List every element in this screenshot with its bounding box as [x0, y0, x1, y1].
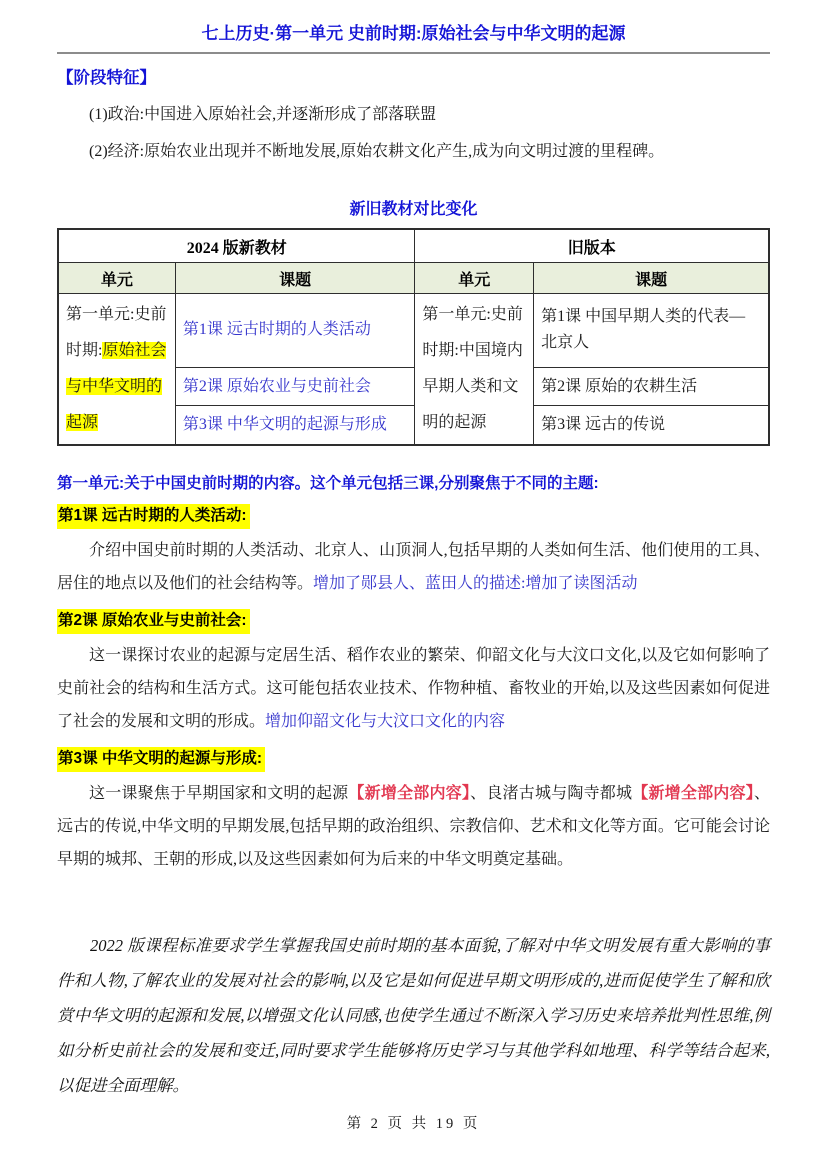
- page-title: 七上历史·第一单元 史前时期:原始社会与中华文明的起源: [201, 24, 626, 43]
- comparison-table-title: 新旧教材对比变化: [349, 201, 478, 218]
- text-run-red: 【新增全部内容】: [632, 785, 754, 802]
- lesson-1-description: [57, 534, 770, 600]
- old-unit-cell: 第一单元:史前时期:中国境内早期人类和文明的起源: [415, 294, 534, 446]
- text-run-red: 【新增全部内容】: [348, 785, 471, 802]
- page-number-footer: 第 2 页 共 19 页: [346, 1116, 481, 1132]
- group-header-old-edition: 旧版本: [415, 229, 769, 263]
- new-lesson-3-cell: 第3课 中华文明的起源与形成: [175, 406, 415, 445]
- table-group-header-row: [58, 229, 769, 263]
- lesson-2-heading-highlight: 第2课 原始农业与史前社会:: [57, 609, 250, 634]
- text-run-normal: 、良渚古城与陶寺都城: [470, 785, 633, 802]
- text-run-normal: 这一课聚焦于早期国家和文明的起源: [89, 785, 349, 802]
- text-run-hl: 原始社会与中华文明的起源: [66, 342, 167, 431]
- text-run-normal: 介绍中国史前时期的人类活动、北京人、山顶洞人,包括早期的人类如何生活、他们使用的工具、居住的地点以及他们的社会结构等。: [57, 542, 770, 592]
- column-header-unit-old: 单元: [415, 263, 534, 294]
- table-row: [58, 294, 769, 368]
- text-run-blue: 增加了郧县人、蓝田人的描述:增加了读图活动: [313, 575, 638, 592]
- column-header-unit-new: 单元: [58, 263, 175, 294]
- stage-features-heading: 【阶段特征】: [57, 69, 156, 87]
- curriculum-standards-paragraph: 2022 版课程标准要求学生掌握我国史前时期的基本面貌,了解对中华文明发展有重大影响的事件和人物,了解农业的发展对社会的影响,以及它是如何促进早期文明形成的,进而促使学生了解和欣赏中华文明的起源和发展,以增强文化认同感,也使学生通过不断深入学习历史来培养批判性思维,例如分析史前社会的发展和变迁,同时要求学生能够将历史学习与其他学科如地理、科学等结合起来,以促进全面理解。: [57, 936, 770, 1095]
- lesson-3-heading-highlight: 第3课 中华文明的起源与形成:: [57, 747, 265, 772]
- comparison-table: [57, 228, 770, 446]
- column-header-topic-new: 课题: [175, 263, 415, 294]
- old-lesson-3-cell: 第3课 远古的传说: [534, 406, 769, 445]
- stage-item-economy: (2)经济:原始农业出现并不断地发展,原始农耕文化产生,成为向文明过渡的里程碑。: [89, 143, 665, 160]
- text-run-normal: 这一课探讨农业的起源与定居生活、稻作农业的繁荣、仰韶文化与大汶口文化,以及它如何影响了史前社会的结构和生活方式。这可能包括农业技术、作物种植、畜牧业的开始,以及这些因素如何促进了社会的发展和文明的形成。: [57, 647, 770, 730]
- text-run-blue: 增加仰韶文化与大汶口文化的内容: [265, 713, 506, 730]
- group-header-new-edition: 2024 版新教材: [58, 229, 415, 263]
- text-run-normal: 、远古的传说,中华文明的早期发展,包括早期的政治组织、宗教信仰、艺术和文化等方面。它可能会讨论早期的城邦、王朝的形成,以及这些因素如何为后来的中华文明奠定基础。: [57, 785, 770, 868]
- column-header-topic-old: 课题: [534, 263, 769, 294]
- lesson-3-heading: [57, 747, 770, 772]
- lesson-2-description: [57, 639, 770, 738]
- lesson-3-description: [57, 777, 770, 876]
- old-lesson-2-cell: 第2课 原始的农耕生活: [534, 367, 769, 406]
- unit-overview-intro: 第一单元:关于中国史前时期的内容。这个单元包括三课,分别聚焦于不同的主题:: [57, 475, 599, 492]
- title-divider: [57, 52, 770, 54]
- new-lesson-1-cell: 第1课 远古时期的人类活动: [175, 294, 415, 368]
- lesson-1-heading: [57, 504, 770, 529]
- lesson-1-heading-highlight: 第1课 远古时期的人类活动:: [57, 504, 250, 529]
- old-lesson-1-cell: 第1课 中国早期人类的代表—北京人: [534, 294, 769, 368]
- new-lesson-2-cell: 第2课 原始农业与史前社会: [175, 367, 415, 406]
- stage-item-politics: (1)政治:中国进入原始社会,并逐渐形成了部落联盟: [89, 106, 437, 123]
- new-unit-cell: [58, 294, 175, 446]
- table-column-header-row: [58, 263, 769, 294]
- text-run-normal: 第一单元:史前时期:: [66, 306, 167, 359]
- lesson-2-heading: [57, 609, 770, 634]
